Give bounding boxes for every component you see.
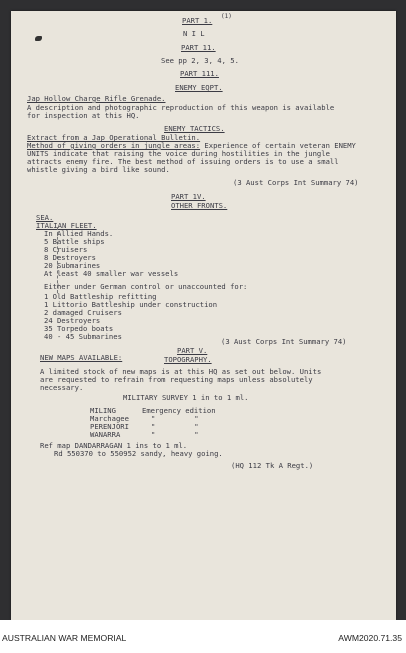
weapon-line-2: for inspection at this HQ. [27, 111, 140, 120]
allied-extra: At least 40 smaller war vessels [44, 269, 179, 278]
enemy-tactics-heading: ENEMY TACTICS. [164, 124, 225, 133]
survey-heading: MILITARY SURVEY 1 in to 1 ml. [123, 393, 249, 402]
footer-institution: AUSTRALIAN WAR MEMORIAL [2, 633, 127, 643]
german-item: 2 damaged Cruisers [44, 308, 122, 317]
italian-fleet-heading: ITALIAN FLEET. [36, 221, 97, 230]
survey-row-ditto: " " [151, 430, 199, 439]
maps-line-1: A limited stock of new maps is at this HQ as set out below. Units [40, 367, 322, 376]
part-1-value: N I L [183, 29, 205, 38]
part-2-value: See pp 2, 3, 4, 5. [161, 56, 239, 65]
allied-item: 8 Destroyers [44, 253, 96, 262]
part-4-title: PART 1V. [171, 192, 206, 201]
footer-accession-number: AWM2020.71.35 [338, 633, 402, 643]
german-item: 1 Littorio Battleship under construction [44, 300, 218, 309]
survey-col-edition: Emergency edition [142, 406, 216, 415]
sea-heading: SEA. [36, 213, 54, 222]
survey-row-ditto: " " [151, 414, 199, 423]
survey-row-ditto: " " [151, 422, 199, 431]
german-item: 35 Torpedo boats [44, 324, 114, 333]
weapon-heading: Jap Hollow Charge Rifle Grenade. [27, 94, 166, 103]
document-page [11, 11, 396, 620]
new-maps-heading: NEW MAPS AVAILABLE: [40, 353, 123, 362]
maps-line-3: necessary. [40, 383, 84, 392]
german-item: 1 Old Battleship refitting [44, 292, 157, 301]
tactics-line-1: UNITS indicate that raising the voice during hostilities in the jungle [27, 149, 330, 158]
topography-source: (HQ 112 Tk A Regt.) [231, 461, 314, 470]
maps-line-2: are requested to refrain from requesting maps unless absolutely [40, 375, 313, 384]
ref-map-line: Ref map DANDARRAGAN 1 ins to 1 ml. [40, 441, 188, 450]
part-2-title: PART 11. [181, 43, 216, 52]
allied-intro: In Allied Hands. [44, 229, 114, 238]
part-3-title: PART 111. [180, 69, 219, 78]
tactics-line-3: whistle giving a bird like sound. [27, 165, 170, 174]
weapon-line-1: A description and photographic reproduction of this weapon is available [27, 103, 335, 112]
german-intro: Either under German control or unaccounted for: [44, 282, 248, 291]
enemy-eqpt-heading: ENEMY EQPT. [175, 83, 223, 92]
part-4-subtitle: OTHER FRONTS. [171, 201, 228, 210]
allied-item: 20 Submarines [44, 261, 101, 270]
punch-hole-mark [35, 36, 42, 41]
footer-bar [0, 620, 406, 653]
extract-heading: Extract from a Jap Operational Bulletin. [27, 133, 201, 142]
survey-row-name: PERENJORI [90, 422, 129, 431]
part-5-subtitle: TOPOGRAPHY. [164, 355, 212, 364]
part-1-title: PART 1. [182, 16, 213, 25]
survey-row-name: Marchagee [90, 414, 129, 423]
method-rest: Experience of certain veteran ENEMY [200, 141, 356, 150]
tactics-source: (3 Aust Corps Int Summary 74) [233, 178, 359, 187]
allied-item: 8 Cruisers [44, 245, 88, 254]
method-heading: Method of giving orders in jungle areas: [27, 141, 201, 150]
fleet-source: (3 Aust Corps Int Summary 74) [221, 337, 347, 346]
tactics-line-2: attracts enemy fire. The best method of issuing orders is to use a small [27, 157, 339, 166]
survey-row-name: WANARRA [90, 430, 121, 439]
german-item: 40 - 45 Submarines [44, 332, 122, 341]
german-item: 24 Destroyers [44, 316, 101, 325]
survey-col-name: MILING [90, 406, 116, 415]
part-1-mark: (1) [221, 13, 232, 20]
allied-item: 5 Battle ships [44, 237, 105, 246]
road-line: Rd 550370 to 550952 sandy, heavy going. [54, 449, 223, 458]
part-5-title: PART V. [177, 346, 208, 355]
